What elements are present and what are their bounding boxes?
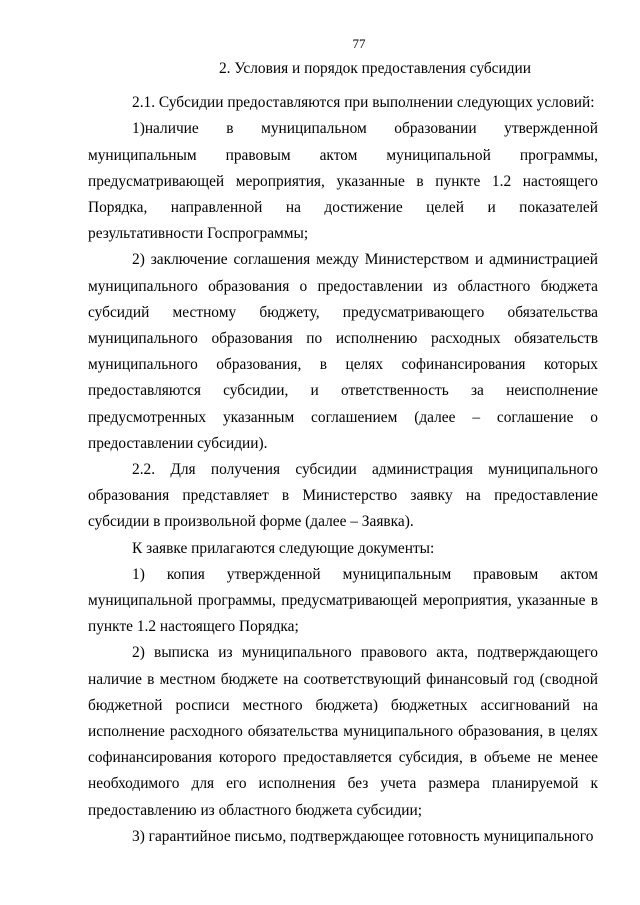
paragraph-2-1: 2.1. Субсидии предоставляются при выполнении следующих условий:: [132, 94, 595, 112]
paragraph-2-2: 2.2. Для получения субсидии администрация муниципального образования представляет в Министерство заявку на предоставление субсидии в произвольной форме (далее – Заявка).: [88, 461, 598, 531]
page-number: 77: [352, 36, 366, 51]
paragraph-document-1: 1) копия утвержденной муниципальным правовым актом муниципальной программы, предусматривающей мероприятия, указанные в пункте 1.2 настоящего Порядка;: [88, 565, 598, 636]
paragraph-document-2: 2) выписка из муниципального правового акта, подтверждающего наличие в местном бюджете на соответствующий финансовый год (сводной бюджетной росписи местного бюджета) бюджетных ассигнований на исполнение расходного обязательства муниципального образования, в целях софинансирования которого предоставляется субсидия, в объеме не менее необходимого для его исполнения без учета размера планируемой к предоставлению из областного бюджета субсидии;: [88, 644, 598, 819]
paragraph-documents-intro: К заявке прилагаются следующие документы:: [132, 539, 435, 557]
paragraph-condition-2: 2) заключение соглашения между Министерством и администрацией муниципального образования о предоставлении из областного бюджета субсидий местному бюджету, предусматривающего обязательства муниципального образования по исполнению расходных обязательств муниципального образования, в целях софинансирования которых предоставляются субсидии, и ответственность за неисполнение предусмотренных указанным соглашением (далее – соглашение о предоставлении субсидии).: [88, 251, 598, 452]
paragraph-document-3: 3) гарантийное письмо, подтверждающее готовность муниципального: [132, 827, 594, 845]
paragraph-condition-1: 1)наличие в муниципальном образовании утвержденной муниципальным правовым актом муниципальной программы, предусматривающей мероприятия, указанные в пункте 1.2 настоящего Порядка, направленной на достижение целей и показателей результативности Госпрограммы;: [88, 120, 598, 243]
section-heading: 2. Условия и порядок предоставления субсидии: [218, 60, 532, 77]
